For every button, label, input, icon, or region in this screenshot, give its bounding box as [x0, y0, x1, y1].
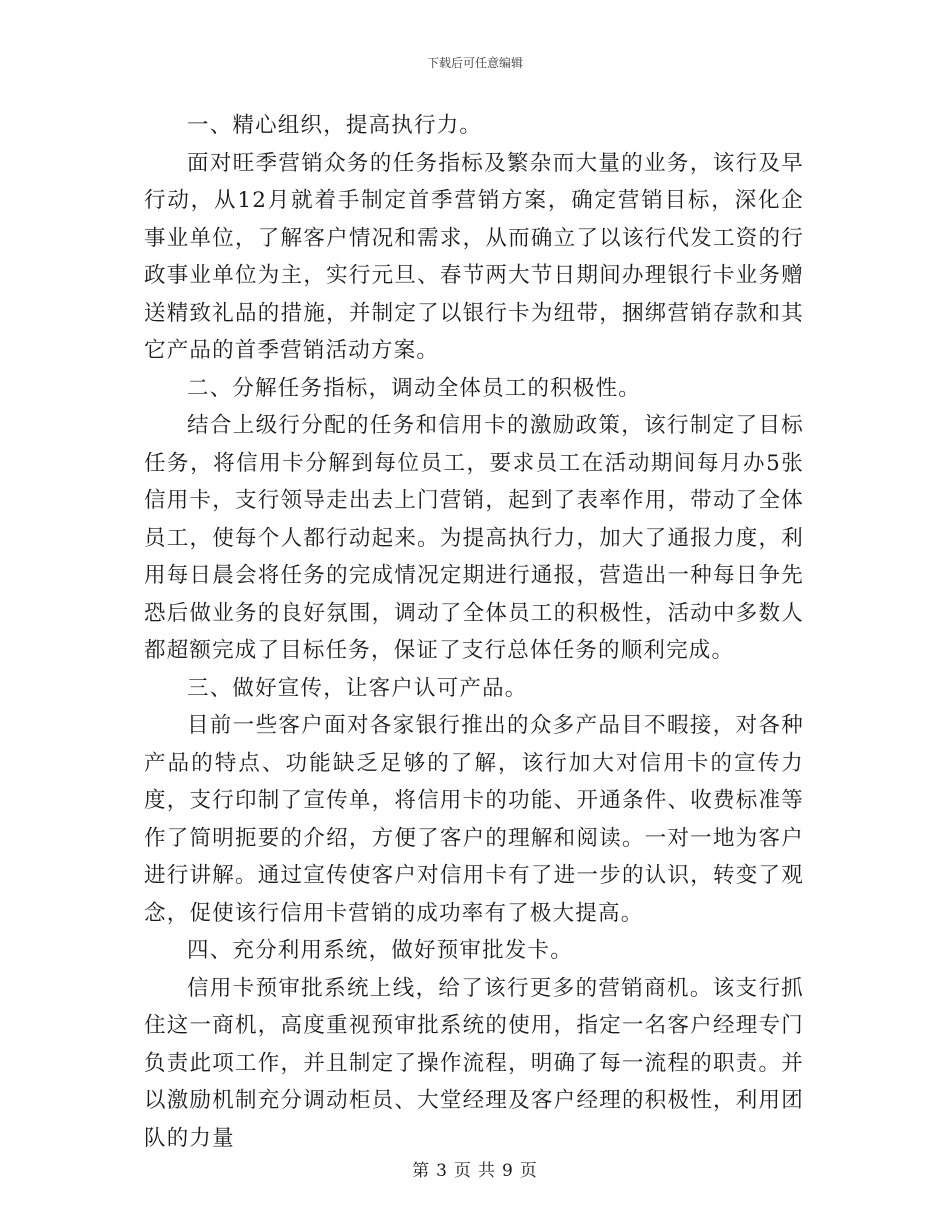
footer-prefix: 第 [412, 1161, 431, 1181]
footer-suffix: 页 [519, 1161, 538, 1181]
footer-total-word: 共 [478, 1161, 496, 1181]
footer-total-pages: 9 [502, 1161, 514, 1181]
document-body [144, 107, 804, 1157]
page-header-note: 下载后可任意编辑 [426, 56, 523, 70]
page-footer [0, 1156, 950, 1181]
section-heading-1: 一、精心组织，提高执行力。 [187, 113, 483, 138]
body-paragraph-4: 信用卡预审批系统上线，给了该行更多的营销商机。该支行抓住这一商机，高度重视预审批系统的使用，指定一名客户经理专门负责此项工作，并且制定了操作流程，明确了每一流程的职责。并以激励机制充分调动柜员、大堂经理及客户经理的积极性，利用团队的力量 [144, 975, 804, 1151]
footer-current-page: 3 [436, 1161, 448, 1181]
section-heading-4: 四、充分利用系统，做好预审批发卡。 [187, 938, 573, 963]
section-heading-2: 二、分解任务指标，调动全体员工的积极性。 [187, 375, 642, 401]
body-paragraph-2: 结合上级行分配的任务和信用卡的激励政策，该行制定了目标任务，将信用卡分解到每位员工，要求员工在活动期间每月办5张信用卡，支行领导走出去上门营销，起到了表率作用，带动了全体员工，使每个人都行动起来。为提高执行力，加大了通报力度，利用每日晨会将任务的完成情况定期进行通报，营造出一种每日争先恐后做业务的良好氛围，调动了全体员工的积极性，活动中多数人都超额完成了目标任务，保证了支行总体任务的顺利完成。 [144, 413, 804, 663]
body-paragraph-3: 目前一些客户面对各家银行推出的众多产品目不暇接，对各种产品的特点、功能缺乏足够的了解，该行加大对信用卡的宣传力度，支行印制了宣传单，将信用卡的功能、开通条件、收费标准等作了简明扼要的介绍，方便了客户的理解和阅读。一对一地为客户进行讲解。通过宣传使客户对信用卡有了进一步的认识，转变了观念，促使该行信用卡营销的成功率有了极大提高。 [144, 713, 804, 926]
body-paragraph-1: 面对旺季营销众务的任务指标及繁杂而大量的业务，该行及早行动，从12月就着手制定首季营销方案，确定营销目标，深化企事业单位，了解客户情况和需求，从而确立了以该行代发工资的行政事业单位为主，实行元旦、春节两大节日期间办理银行卡业务赠送精致礼品的措施，并制定了以银行卡为纽带，捆绑营销存款和其它产品的首季营销活动方案。 [144, 150, 804, 363]
footer-page-word: 页 [454, 1161, 472, 1181]
section-heading-3: 三、做好宣传，让客户认可产品。 [187, 675, 528, 701]
